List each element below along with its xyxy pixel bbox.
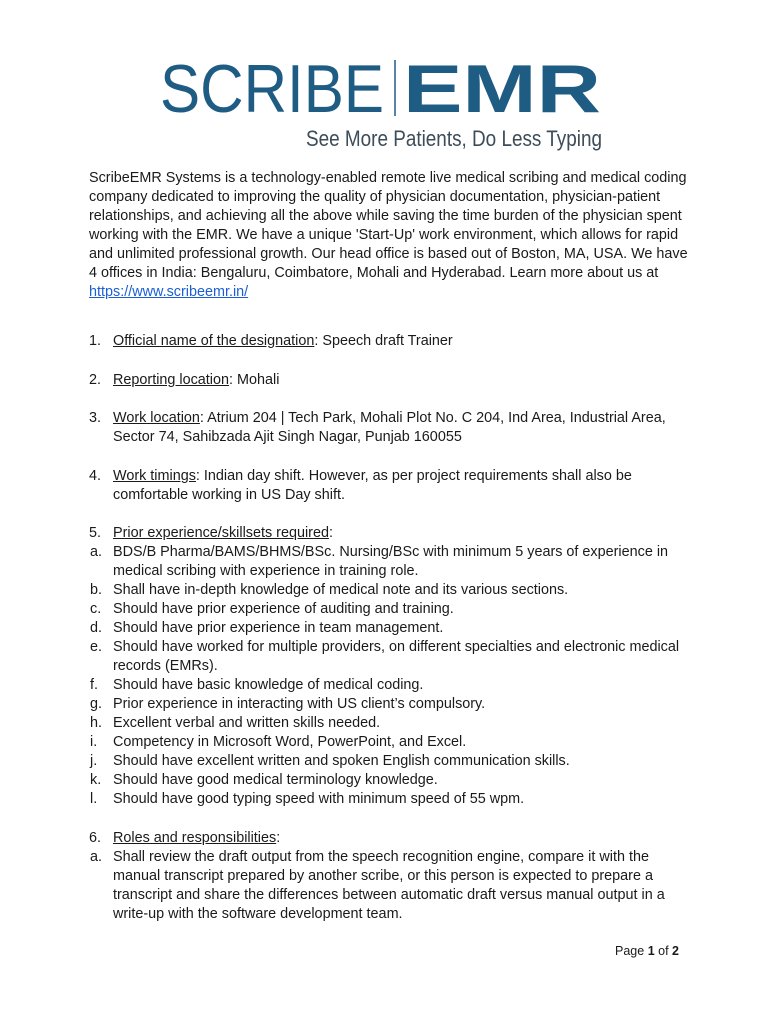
- list-item: g. Prior experience in interacting with US client’s compulsory.: [90, 696, 486, 712]
- page-total: 2: [672, 944, 679, 958]
- list-item: b. Shall have in-depth knowledge of medical note and its various sections.: [90, 582, 569, 598]
- item-value: : Speech draft Trainer: [314, 333, 453, 349]
- list-item: a. Shall review the draft output from the speech recognition engine, compare it with the manual transcript prepared by another scribe, or this person is expected to prepare a transcript and share the differences between automatic draft versus manual output in a write-up with the software development team.: [90, 849, 665, 922]
- item-number: 4.: [89, 468, 102, 484]
- item-value: : Atrium 204 | Tech Park, Mohali Plot No. C 204, Ind Area, Industrial Area, Sector 74, Sahibzada Ajit Singh Nagar, Punjab 160055: [113, 410, 666, 445]
- list-item: i. Competency in Microsoft Word, PowerPoint, and Excel.: [90, 734, 467, 750]
- item-value: :: [328, 525, 333, 541]
- intro-paragraph: [89, 169, 689, 302]
- list-item: f. Should have basic knowledge of medical coding.: [90, 677, 424, 693]
- page-number: 1: [647, 944, 655, 958]
- item-prior-experience: [89, 524, 689, 809]
- item-number: 2.: [89, 372, 102, 388]
- list-item: e. Should have worked for multiple providers, on different specialties and electronic medical records (EMRs).: [90, 639, 680, 674]
- list-item: a. BDS/B Pharma/BAMS/BHMS/BSc. Nursing/BSc with minimum 5 years of experience in medical scribing with experience in training role.: [90, 544, 669, 579]
- item-value: :: [276, 830, 281, 846]
- list-item: d. Should have prior experience in team management.: [90, 620, 444, 636]
- page-footer: [615, 944, 679, 958]
- list-item: k. Should have good medical terminology knowledge.: [90, 772, 438, 788]
- item-work-timings: [89, 467, 689, 505]
- item-value: : Indian day shift. However, as per project requirements shall also be comfortable working in US Day shift.: [113, 468, 632, 503]
- item-label: Roles and responsibilities: [113, 830, 277, 846]
- scribeemr-logo: [160, 50, 608, 154]
- item-label: Official name of the designation: [113, 333, 315, 349]
- website-link[interactable]: https://www.scribeemr.in/: [89, 284, 249, 300]
- item-value: : Mohali: [229, 372, 280, 388]
- of-word: of: [658, 944, 669, 958]
- list-item: l. Should have good typing speed with minimum speed of 55 wpm.: [90, 791, 525, 807]
- item-label: Prior experience/skillsets required: [113, 525, 329, 541]
- item-label: Work location: [113, 410, 200, 426]
- item-number: 6.: [89, 830, 102, 846]
- intro-text: ScribeEMR Systems is a technology-enabled remote live medical scribing and medical coding company dedicated to improving the quality of physician documentation, physician-patient relationships, and achieving all the above while saving the time burden of the physician spent working with the EMR. We have a unique 'Start-Up' work environment, which allows for rapid and unlimited professional growth. Our head office is based out of Boston, MA, USA. We have 4 offices in India: Bengaluru, Coimbatore, Mohali and Hyderabad. Learn more about us at: [89, 170, 688, 281]
- item-roles-responsibilities: [89, 829, 689, 924]
- item-reporting-location: [89, 371, 689, 390]
- page-word: Page: [615, 944, 645, 958]
- list-item: h. Excellent verbal and written skills needed.: [90, 715, 381, 731]
- list-item: j. Should have excellent written and spoken English communication skills.: [90, 753, 570, 769]
- item-work-location: [89, 409, 689, 447]
- item-number: 5.: [89, 525, 102, 541]
- item-number: 3.: [89, 410, 102, 426]
- item-number: 1.: [89, 333, 102, 349]
- logo-word-right: EMR: [403, 51, 601, 127]
- item-label: Reporting location: [113, 372, 229, 388]
- item-label: Work timings: [113, 468, 196, 484]
- item-designation: [89, 332, 689, 351]
- list-item: c. Should have prior experience of auditing and training.: [90, 601, 454, 617]
- logo-tagline: See More Patients, Do Less Typing: [306, 126, 602, 151]
- logo-word-left: SCRIBE: [160, 51, 384, 127]
